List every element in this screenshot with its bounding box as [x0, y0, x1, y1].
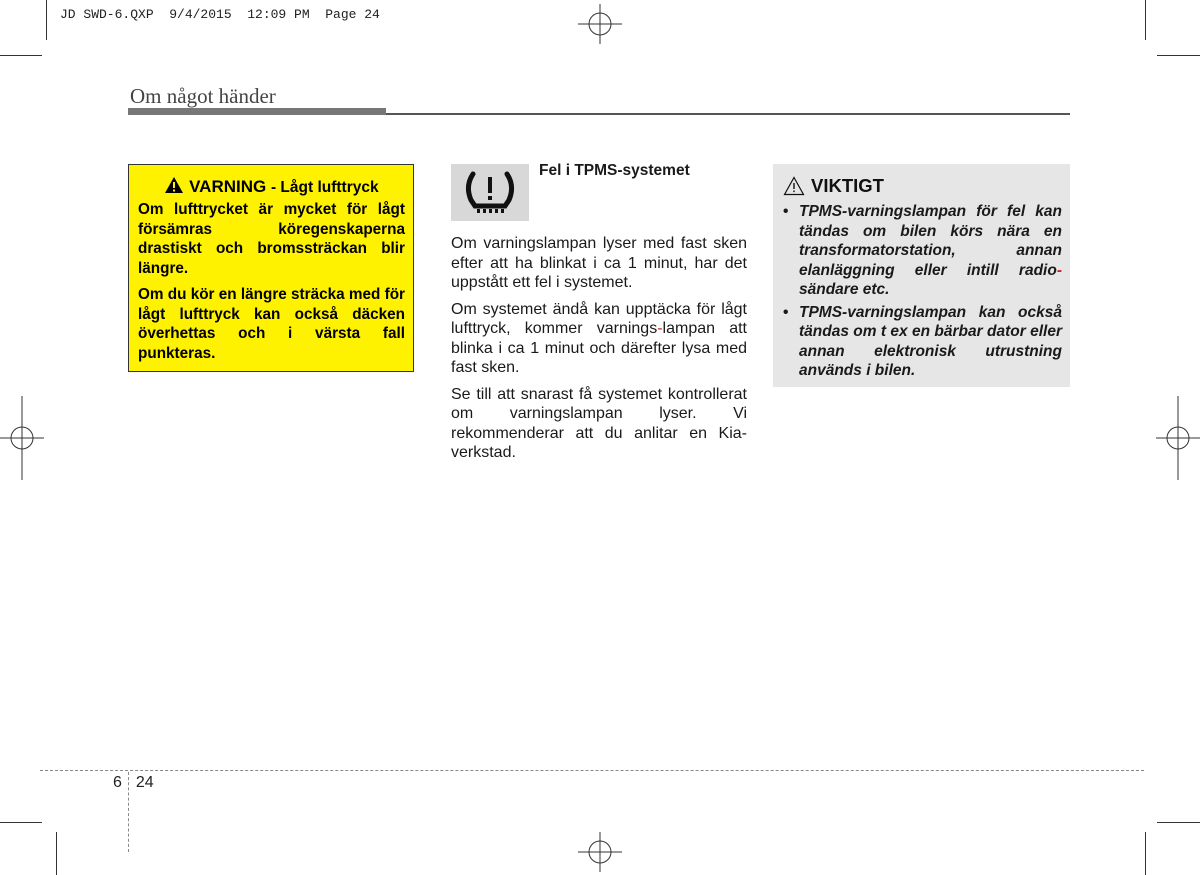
list-item	[783, 303, 1062, 381]
tpms-paragraph	[451, 300, 747, 378]
tpms-warning-lamp-icon	[451, 164, 529, 221]
important-box	[773, 164, 1070, 387]
hyphen-mark: -	[1056, 261, 1062, 279]
important-title-text: VIKTIGT	[811, 175, 884, 196]
list-item-text: TPMS-varningslampan kan också tändas om t ex en bärbar dator eller annan elektronisk utrustning används i bilen.	[799, 303, 1062, 379]
registration-mark-top	[578, 4, 622, 44]
warning-paragraph: Om lufttrycket är mycket för lågt försämras köregenskaperna drastiskt och bromssträckan blir längre.	[138, 201, 405, 277]
page-title: Om något händer	[130, 84, 276, 108]
warning-paragraph: Om du kör en längre sträcka med för lågt lufttryck kan också däcken överhettas och i värsta fall punkteras.	[138, 286, 405, 362]
registration-mark-right	[1156, 396, 1200, 480]
tpms-paragraph-part: lampan att blinka i ca 1 minut och därefter lysa med fast sken.	[451, 320, 747, 376]
print-slug: JD SWD-6.QXP 9/4/2015 12:09 PM Page 24	[60, 7, 380, 22]
tpms-paragraph: Se till att snarast få systemet kontrollerat om varningslampan lyser. Vi rekommenderar att du anlitar en Kia-verkstad.	[451, 385, 747, 461]
tpms-lamp-box	[451, 164, 529, 221]
header-rule-thick	[128, 108, 386, 115]
warning-subtitle: - Lågt lufttryck	[270, 179, 379, 196]
warning-triangle-icon	[164, 176, 184, 194]
important-list	[783, 202, 1062, 381]
important-title	[783, 174, 1062, 198]
page-number	[113, 774, 154, 792]
warning-title	[138, 175, 405, 200]
footer-rule	[40, 770, 1144, 771]
section-number: 6	[113, 774, 122, 791]
caution-triangle-icon	[783, 176, 805, 196]
warning-title-text: VARNING	[189, 177, 267, 196]
page-number-value: 24	[135, 774, 154, 791]
bullet: •	[783, 303, 789, 321]
tpms-heading: Fel i TPMS-systemet	[539, 162, 690, 179]
tpms-paragraph: Om varningslampan lyser med fast sken efter att ha blinkat i ca 1 minut, har det uppstått ett fel i systemet.	[451, 235, 747, 291]
tpms-paragraph-part: Om systemet ändå kan upptäcka för lågt lufttryck, kommer varnings	[451, 300, 747, 337]
tpms-body	[451, 234, 747, 470]
registration-mark-bottom	[578, 832, 622, 872]
registration-mark-left	[0, 396, 44, 480]
header-rule-thin	[386, 113, 1070, 115]
list-item-text: sändare etc.	[799, 281, 890, 298]
list-item-text: TPMS-varningslampan för fel kan tändas om bilen körs nära en transformatorstation, annan elanläggning eller intill radio	[799, 203, 1062, 279]
hyphen-mark: -	[657, 320, 663, 337]
warning-box	[128, 164, 414, 372]
list-item	[783, 202, 1062, 300]
bullet: •	[783, 203, 789, 220]
